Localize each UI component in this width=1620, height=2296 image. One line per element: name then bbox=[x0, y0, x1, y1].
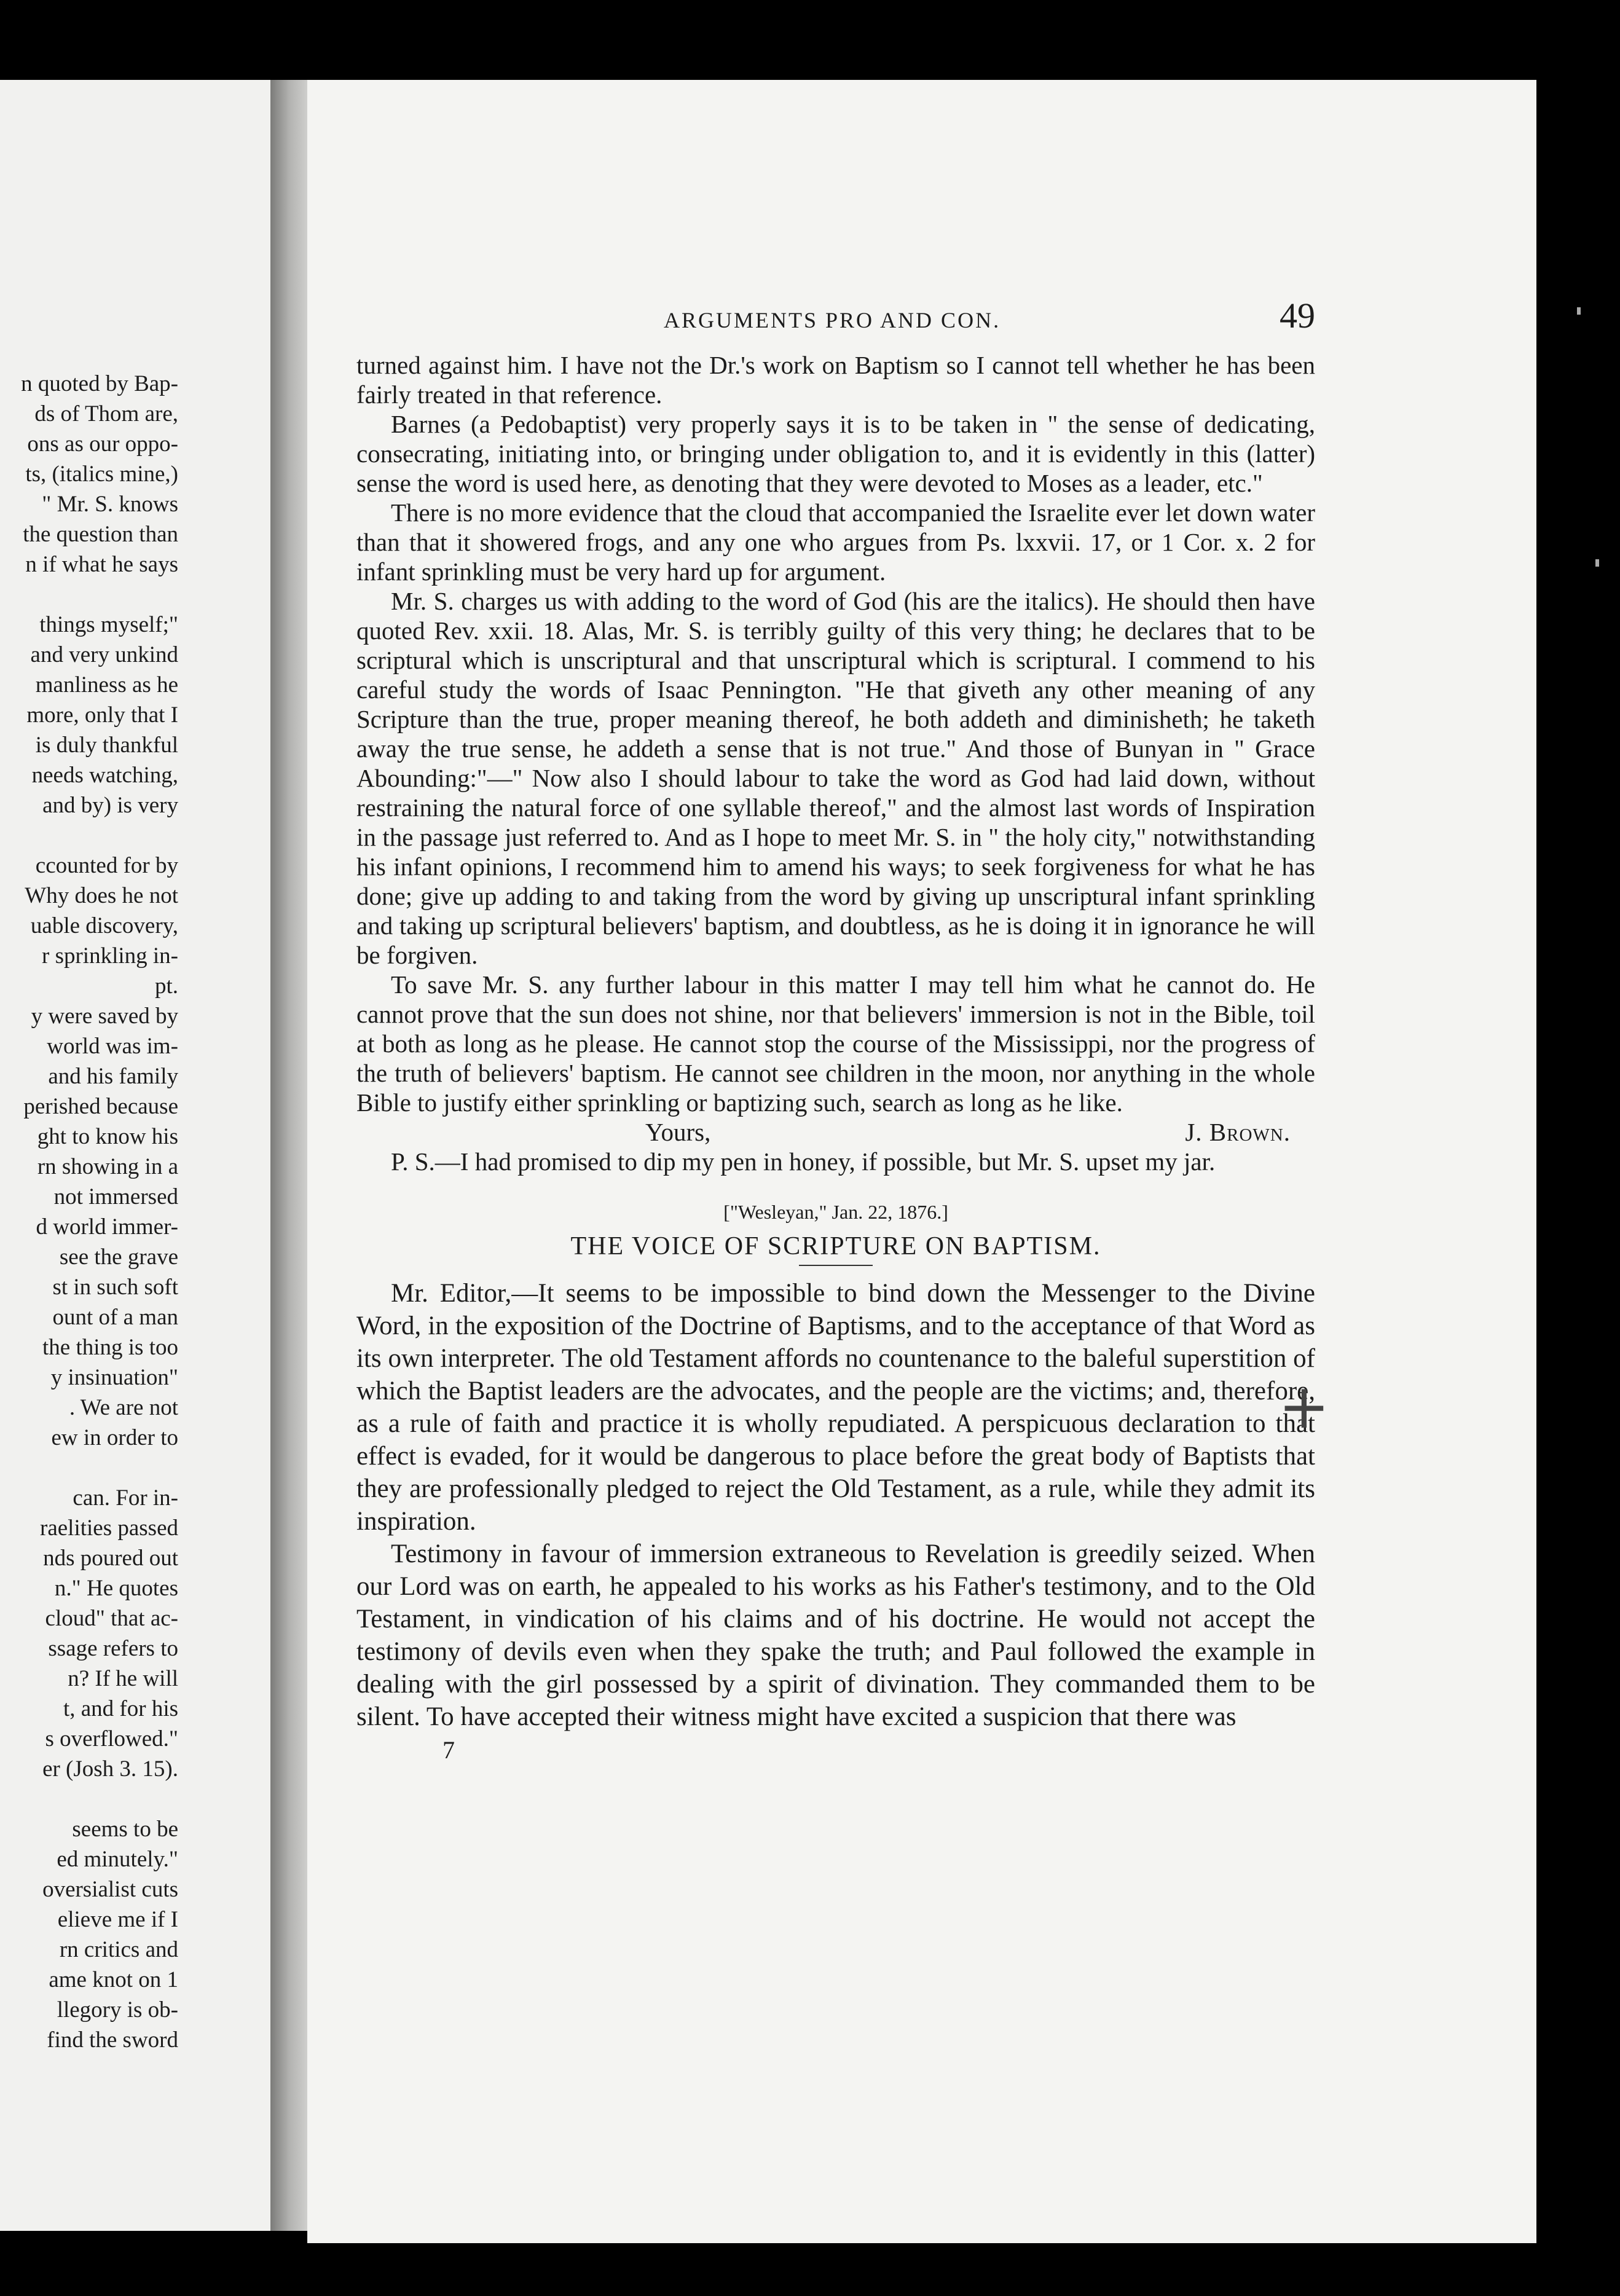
left-page-line: and by) is very bbox=[42, 793, 178, 818]
left-page-line: raelities passed bbox=[40, 1516, 178, 1541]
left-page-line: things myself;" bbox=[39, 612, 178, 637]
left-page-line: d world immer- bbox=[36, 1214, 178, 1240]
running-head-title: ARGUMENTS PRO AND CON. bbox=[664, 308, 1001, 332]
left-page-line bbox=[0, 820, 178, 851]
left-page-line: see the grave bbox=[59, 1244, 178, 1270]
left-page-line: and very unkind bbox=[30, 642, 178, 667]
left-page-line bbox=[0, 580, 178, 610]
left-page-line: uable discovery, bbox=[30, 913, 178, 938]
left-page-line: cloud" that ac- bbox=[45, 1606, 178, 1631]
left-page-line: y insinuation" bbox=[50, 1365, 178, 1390]
paragraph: Barnes (a Pedobaptist) very properly says it is to be taken in " the sense of dedicating, consecrating, initiating into, or bringing under obligation to, and it is evidently in this (latter) sense the word is used here, as denoting that they were devoted to Moses as a leader, etc." bbox=[356, 410, 1315, 497]
left-page-line: can. For in- bbox=[73, 1485, 178, 1511]
left-page-line: n? If he will bbox=[68, 1666, 178, 1691]
paragraph: Testimony in favour of immersion extraneous to Revelation is greedily seized. When our Lord was on earth, he appealed to his works as his Father's testimony, and to the Old Testament, in vindication of his claims and of his doctrine. He would not accept the testimony of devils even when they spake the truth; and Paul followed the example in dealing with the girl possessed by a spirit of divination. They commanded them to be silent. To have accepted their witness might have excited a suspicion that there was bbox=[356, 1539, 1315, 1731]
left-page-line: r sprinkling in- bbox=[42, 943, 178, 969]
letter-signoff bbox=[356, 1117, 1315, 1147]
left-page-line: Why does he not bbox=[25, 883, 178, 908]
left-page-line: n if what he says bbox=[25, 552, 178, 577]
left-page-line: oversialist cuts bbox=[42, 1877, 178, 1902]
left-page-line: manliness as he bbox=[35, 672, 178, 698]
paragraph: turned against him. I have not the Dr.'s work on Baptism so I cannot tell whether he has been fairly treated in that reference. bbox=[356, 351, 1315, 409]
left-page-line: find the sword bbox=[47, 2027, 178, 2053]
left-page-line: world was im- bbox=[47, 1034, 178, 1059]
left-page-line: ds of Thom are, bbox=[34, 401, 178, 427]
left-page-line: er (Josh 3. 15). bbox=[42, 1756, 178, 1782]
left-page-line: . We are not bbox=[69, 1395, 178, 1420]
running-head bbox=[356, 295, 1315, 350]
left-page-line: n." He quotes bbox=[54, 1576, 178, 1601]
source-citation: ["Wesleyan," Jan. 22, 1876.] bbox=[723, 1201, 948, 1223]
scan-speck bbox=[1577, 307, 1581, 315]
left-page-line: t, and for his bbox=[63, 1696, 178, 1721]
left-page-line: ons as our oppo- bbox=[27, 431, 178, 457]
left-page-text bbox=[0, 369, 178, 2055]
paragraph: There is no more evidence that the cloud that accompanied the Israelite ever let down water than that it showered frogs, and any one who argues from Ps. lxxvii. 17, or 1 Cor. x. 2 for infant sprinkling must be very hard up for argument. bbox=[356, 498, 1315, 586]
left-page-line: ed minutely." bbox=[57, 1847, 178, 1872]
paragraph: Mr. Editor,—It seems to be impossible to bind down the Messenger to the Divine Word, in the exposition of the Doctrine of Baptisms, and to the acceptance of that Word as its own interpreter. The old Testament affords no countenance to the baleful superstition of which the Baptist leaders are the advocates, and the people are the victims; and, therefore, as a rule of faith and practice it is wholly repudiated. A perspicuous declaration to that effect is evaded, for it would be dangerous to place before the great body of Baptists that they are professionally pledged to reject the Old Testament, as a rule, while they admit its inspiration. bbox=[356, 1279, 1315, 1536]
left-page-line: n quoted by Bap- bbox=[21, 371, 178, 396]
left-page-line: pt. bbox=[154, 973, 178, 999]
left-page-line: rn showing in a bbox=[37, 1154, 178, 1179]
left-page-line: seems to be bbox=[72, 1817, 178, 1842]
paragraph: Mr. S. charges us with adding to the word of God (his are the italics). He should then have quoted Rev. xxii. 18. Alas, Mr. S. is terribly guilty of this very thing; he declares that to be scriptural which is unscriptural and that unscriptural which is scriptural. I commend to his careful study the words of Isaac Pennington. "He that giveth any other meaning of any Scripture than the true, proper meaning thereof, he both addeth and diminisheth; he taketh away the true sense, he addeth a sense that is not true." And those of Bunyan in " Grace Abounding:"—" Now also I should labour to take the word as God had laid down, without restraining the natural force of one syllable thereof," and the almost last words of Inspiration in the passage just referred to. And as I hope to meet Mr. S. in " the holy city," notwithstanding his infant opinions, I recommend him to amend his ways; to seek forgiveness for what he has done; give up adding to and taking from the word by giving up unscriptural infant sprinkling and taking up scriptural believers' baptism, and doubtless, as he is doing it in ignorance he will be forgiven. bbox=[356, 587, 1315, 969]
margin-cross-mark: + bbox=[1278, 1370, 1330, 1442]
left-page-line: " Mr. S. knows bbox=[42, 492, 178, 517]
left-page-line: ts, (italics mine,) bbox=[25, 462, 178, 487]
page-content bbox=[356, 295, 1315, 1764]
closing: Yours, bbox=[645, 1118, 711, 1146]
left-page-line: not immersed bbox=[53, 1184, 178, 1209]
signature-mark: 7 bbox=[442, 1736, 455, 1764]
left-page-line: and his family bbox=[48, 1064, 178, 1089]
left-page-line: nds poured out bbox=[43, 1546, 178, 1571]
signature: J. Brown. bbox=[1185, 1118, 1291, 1146]
right-page bbox=[307, 80, 1536, 2243]
left-page-line: perished because bbox=[23, 1094, 178, 1119]
left-page-line: ccounted for by bbox=[35, 853, 178, 878]
article-heading: THE VOICE OF SCRIPTURE ON BAPTISM. bbox=[570, 1232, 1101, 1260]
left-page-line: s overflowed." bbox=[45, 1726, 178, 1751]
left-page-line bbox=[0, 1453, 178, 1483]
left-page-line: rn critics and bbox=[59, 1937, 178, 1962]
left-page-line bbox=[0, 1784, 178, 1814]
article-body bbox=[356, 1277, 1315, 1733]
scan-speck bbox=[1595, 559, 1599, 567]
left-page-line: the thing is too bbox=[42, 1335, 178, 1360]
left-facing-page bbox=[0, 80, 270, 2231]
left-page-line: is duly thankful bbox=[35, 733, 178, 758]
left-page-line: llegory is ob- bbox=[57, 1997, 178, 2023]
left-page-line: ssage refers to bbox=[48, 1636, 178, 1661]
page-number: 49 bbox=[1280, 296, 1315, 336]
left-page-line: the question than bbox=[23, 522, 178, 547]
postscript: P. S.—I had promised to dip my pen in honey, if possible, but Mr. S. upset my jar. bbox=[391, 1147, 1216, 1176]
left-page-line: ame knot on 1 bbox=[49, 1967, 178, 1992]
paragraph: To save Mr. S. any further labour in this matter I may tell him what he cannot do. He cannot prove that the sun does not shine, nor that believers' immersion is not in the Bible, toil at both as long as he please. He cannot stop the course of the Mississippi, nor the progress of the truth of believers' baptism. He cannot see children in the moon, nor anything in the whole Bible to justify either sprinkling or baptizing such, search as long as he like. bbox=[356, 970, 1315, 1117]
left-page-line: y were saved by bbox=[31, 1004, 178, 1029]
left-page-line: needs watching, bbox=[31, 763, 178, 788]
left-page-line: st in such soft bbox=[52, 1275, 178, 1300]
left-page-line: ght to know his bbox=[37, 1124, 178, 1149]
left-page-line: ew in order to bbox=[51, 1425, 178, 1450]
left-page-line: elieve me if I bbox=[57, 1907, 178, 1932]
left-page-line: more, only that I bbox=[26, 702, 178, 728]
left-page-line: ount of a man bbox=[52, 1305, 178, 1330]
heading-rule bbox=[799, 1265, 873, 1266]
